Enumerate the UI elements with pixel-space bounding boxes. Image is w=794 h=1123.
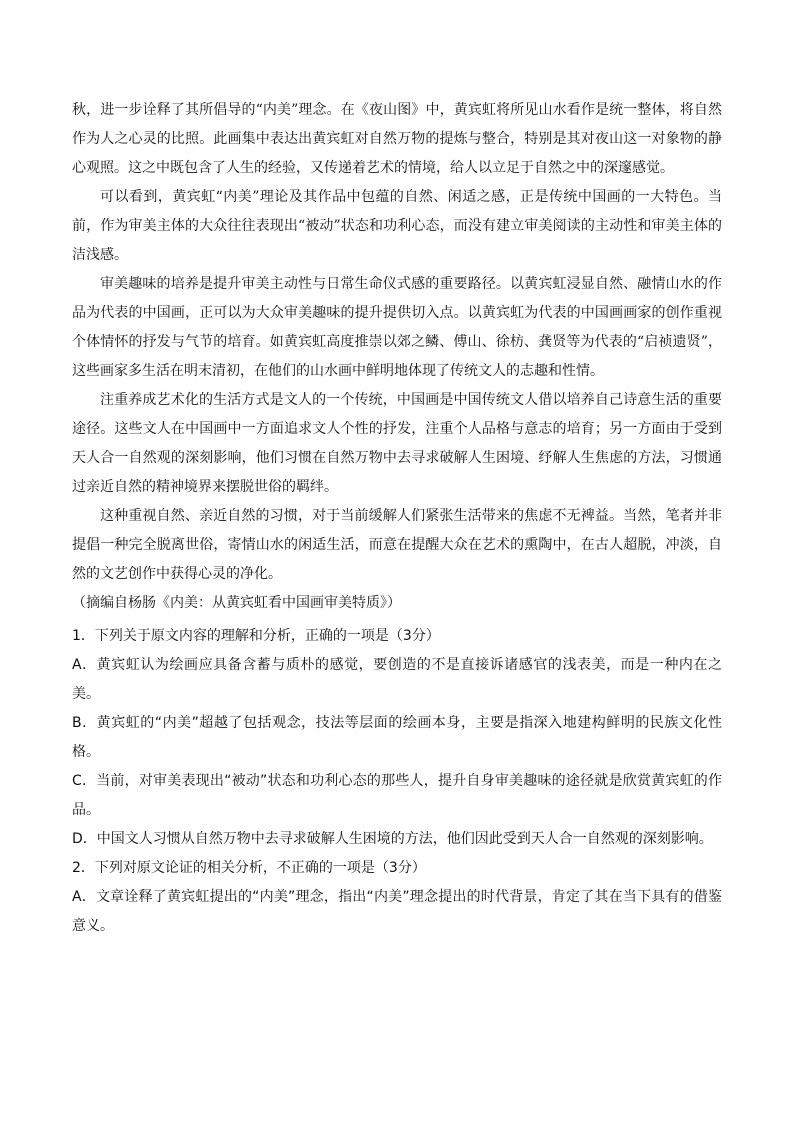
- question-option-d: D．中国文人习惯从自然万物中去寻求破解人生困境的方法，他们因此受到天人合一自然观的深刻影响。: [72, 831, 713, 847]
- passage-paragraph-5: 这种重视自然、亲近自然的习惯，对于当前缓解人们紧张生活带来的焦虑不无裨益。当然，笔者并非提倡一种完全脱离世俗，寄情山水的闲适生活，而意在提醒大众在艺术的熏陶中，在古人超脱，冲淡，自然的文艺创作中获得心灵的净化。: [72, 508, 722, 582]
- reading-passage: [72, 96, 722, 618]
- passage-paragraph-1: 秋，进一步诠释了其所倡导的“内美”理念。在《夜山图》中，黄宾虹将所见山水看作是统一整体，将自然作为人之心灵的比照。此画集中表达出黄宾虹对自然万物的提炼与整合，特别是其对夜山这一对象物的静心观照。这之中既包含了人生的经验，又传递着艺术的情境，给人以立足于自然之中的深邃感觉。: [72, 102, 722, 176]
- question-option-b: B．黄宾虹的“内美”超越了包括观念，技法等层面的绘画本身，主要是指深入地建构鲜明的民族文化性格。: [72, 715, 722, 760]
- page-content: [72, 96, 722, 941]
- passage-paragraph-3: 审美趣味的培养是提升审美主动性与日常生命仪式感的重要路径。以黄宾虹浸显自然、融情山水的作品为代表的中国画，正可以为大众审美趣味的提升提供切入点。以黄宾虹为代表的中国画画家的创作重视个体情怀的抒发与气节的培育。如黄宾虹高度推崇以郊之鳞、傅山、徐枋、龚贤等为代表的“启祯遗贤”，这些画家多生活在明末清初，在他们的山水画中鲜明地体现了传统文人的志趣和性情。: [72, 276, 722, 379]
- passage-paragraph-4: 注重养成艺术化的生活方式是文人的一个传统，中国画是中国传统文人借以培养自己诗意生活的重要途径。这些文人在中国画中一方面追求文人个性的抒发，注重个人品格与意志的培育；另一方面由于受到天人合一自然观的深刻影响，他们习惯在自然万物中去寻求破解人生困境、纾解人生焦虑的方法，习惯通过亲近自然的精神境界来摆脱世俗的羁绊。: [72, 392, 722, 495]
- question-1: [72, 622, 722, 854]
- question-option-a: A．黄宾虹认为绘画应具备含蓄与质朴的感觉，要创造的不是直接诉诸感官的浅表美，而是一种内在之美。: [72, 657, 722, 702]
- question-option-a: A．文章诠释了黄宾虹提出的“内美”理念，指出“内美”理念提出的时代背景，肯定了其在当下具有的借鉴意义。: [72, 889, 722, 934]
- question-stem: 2．下列对原文论证的相关分析，不正确的一项是（3分）: [72, 860, 426, 876]
- passage-source: （摘编自杨肠《内美：从黄宾虹看中国画审美特质》）: [72, 595, 401, 611]
- passage-paragraph-2: 可以看到，黄宾虹“内美”理论及其作品中包蕴的自然、闲适之感，正是传统中国画的一大特色。当前，作为审美主体的大众往往表现出“被动”状态和功利心态，而没有建立审美阅读的主动性和审美主体的洁浅感。: [72, 189, 722, 263]
- question-option-c: C．当前，对审美表现出“被动”状态和功利心态的那些人，提升自身审美趣味的途径就是欣赏黄宾虹的作品。: [72, 773, 722, 818]
- question-stem: 1．下列关于原文内容的理解和分析，正确的一项是（3分）: [72, 628, 440, 644]
- question-2: [72, 854, 722, 941]
- question-list: [72, 622, 722, 941]
